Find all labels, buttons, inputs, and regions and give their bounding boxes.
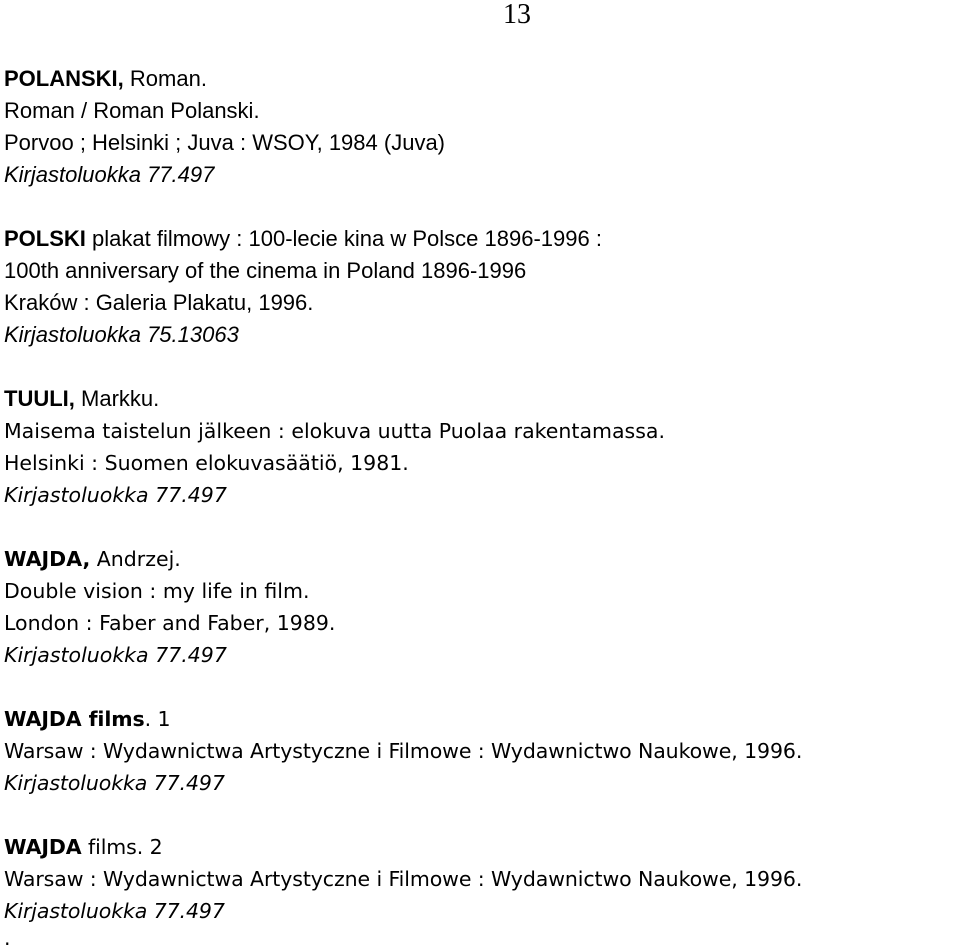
- entry-heading: [4, 223, 960, 255]
- bibliography-entry-tuuli: [4, 383, 960, 511]
- entry-publication: Kraków : Galeria Plakatu, 1996.: [4, 290, 314, 315]
- entry-classmark: Kirjastoluokka 77.497: [4, 643, 227, 667]
- entry-heading-main: POLANSKI,: [4, 66, 124, 91]
- page-number: 13: [503, 0, 531, 30]
- entry-publication: Porvoo ; Helsinki ; Juva : WSOY, 1984 (Juva): [4, 130, 445, 155]
- entry-heading: [4, 543, 960, 575]
- entry-heading-main: WAJDA,: [4, 547, 91, 571]
- entry-publication: Warsaw : Wydawnictwa Artystyczne i Filmowe : Wydawnictwo Naukowe, 1996.: [4, 867, 803, 891]
- entry-heading-rest: Roman.: [123, 66, 207, 91]
- entry-publication: Helsinki : Suomen elokuvasäätiö, 1981.: [4, 451, 409, 475]
- bibliography-entry-wajda-films-1: [4, 703, 960, 799]
- entry-heading-rest: Markku.: [74, 386, 160, 411]
- entry-heading-main: WAJDA: [4, 835, 82, 859]
- entry-heading-rest: films. 2: [81, 835, 163, 859]
- entry-heading: [4, 703, 960, 735]
- entry-heading-main: TUULI,: [4, 386, 75, 411]
- entry-heading: [4, 63, 960, 95]
- entry-publication: London : Faber and Faber, 1989.: [4, 611, 336, 635]
- entry-heading-rest: Andrzej.: [90, 547, 181, 571]
- entry-classmark: Kirjastoluokka 77.497: [4, 483, 227, 507]
- bibliography-entry-polanski: [4, 63, 960, 191]
- entry-heading-rest: . 1: [144, 707, 171, 731]
- bibliography-entry-wajda-films-2: [4, 831, 960, 949]
- entry-classmark: Kirjastoluokka 77.497: [4, 771, 225, 795]
- entry-classmark: Kirjastoluokka 75.13063: [4, 322, 239, 347]
- entry-heading-main: WAJDA films: [4, 707, 145, 731]
- entry-heading-main: POLSKI: [4, 226, 86, 251]
- bibliography-list: [4, 63, 960, 949]
- entry-title: Double vision : my life in film.: [4, 579, 310, 603]
- bibliography-entry-wajda-double-vision: [4, 543, 960, 671]
- entry-classmark: Kirjastoluokka 77.497: [4, 162, 215, 187]
- entry-heading: [4, 383, 960, 415]
- entry-title: 100th anniversary of the cinema in Poland 1896-1996: [4, 258, 527, 283]
- entry-title: Maisema taistelun jälkeen : elokuva uutta Puolaa rakentamassa.: [4, 419, 665, 443]
- entry-publication: Warsaw : Wydawnictwa Artystyczne i Filmowe : Wydawnictwo Naukowe, 1996.: [4, 739, 803, 763]
- entry-classmark: Kirjastoluokka 77.497: [4, 899, 225, 923]
- trailing-period: .: [4, 926, 11, 950]
- entry-title: Roman / Roman Polanski.: [4, 98, 260, 123]
- entry-heading-rest: plakat filmowy : 100-lecie kina w Polsce 1896-1996 :: [85, 226, 602, 251]
- bibliography-entry-polski-plakat: [4, 223, 960, 351]
- entry-heading: [4, 831, 960, 863]
